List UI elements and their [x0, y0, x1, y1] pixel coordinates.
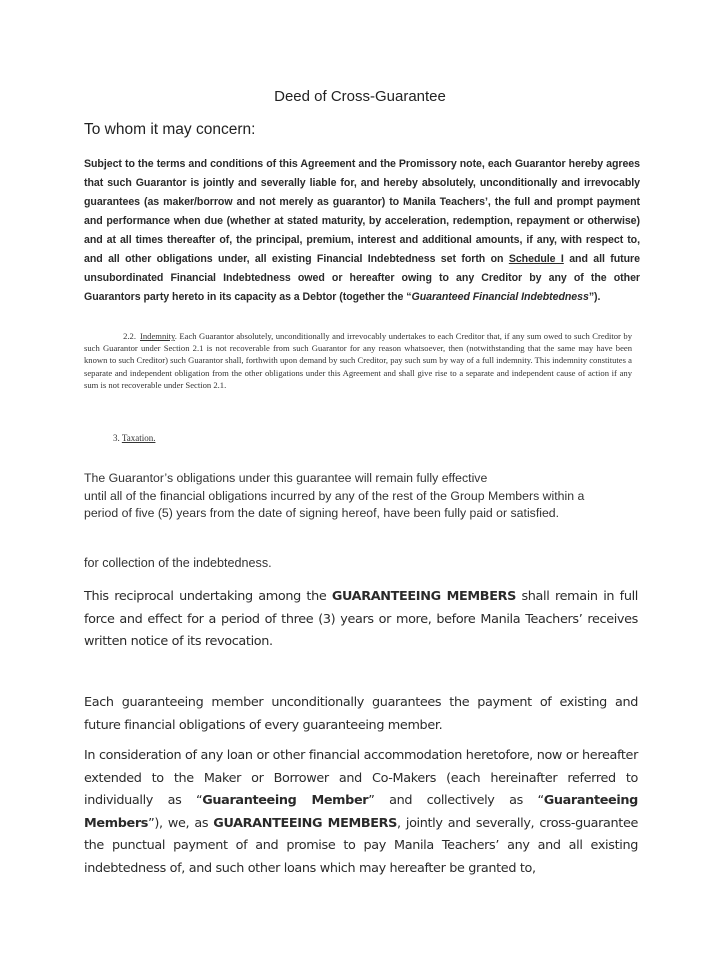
- reciprocal-bold: GUARANTEEING MEMBERS: [331, 589, 516, 604]
- salutation: To whom it may concern:: [84, 121, 256, 138]
- clause-number: 2.2.: [123, 331, 136, 341]
- consideration-text-a: In consideration of any loan or other financial accommodation heretofore, now or hereafter extended to the Maker or Borrower and Co-Makers (each hereinafter referred to individually as “: [84, 748, 638, 808]
- consideration-paragraph: [84, 745, 638, 880]
- guarantee-text-c: ”).: [588, 291, 601, 303]
- consideration-text-b: ” and collectively as “: [368, 793, 544, 808]
- reciprocal-text-b: shall remain in full force and effect for a period of three (3) years or more, before Manila Teachers’ receives written notice of its revocation.: [84, 589, 639, 649]
- defined-term: Guaranteed Financial Indebtedness: [411, 291, 589, 303]
- duration-paragraph: [84, 470, 664, 523]
- indemnity-clause: [84, 330, 632, 391]
- duration-line-3: period of five (5) years from the date of signing hereof, have been fully paid or satisfied.: [84, 506, 560, 521]
- schedule-reference: Schedule I: [508, 253, 564, 265]
- guarantee-paragraph: [84, 155, 640, 307]
- duration-line-2: until all of the financial obligations incurred by any of the rest of the Group Members within a: [84, 488, 585, 503]
- unconditional-guarantee-paragraph: Each guaranteeing member unconditionally guarantees the payment of existing and future financial obligations of every guaranteeing member.: [84, 695, 638, 733]
- consideration-bold-2: Guaranteeing Members: [84, 793, 638, 831]
- clause-text: . Each Guarantor absolutely, unconditionally and irrevocably undertakes to each Creditor that, if any sum owed to such Creditor by such Guarantor under Section 2.1 is not recoverable from such Guarantor for any reason whatsoever, then (notwithstanding that the same may have been known to such Creditor) such Guarantor shall, forthwith upon demand by such Creditor, pay such sum by way of a full indemnity. This indemnity constitutes a separate and independent obligation from the other obligations under this Agreement and shall give rise to a separate and independent cause of action if any sum is not recoverable under Section 2.1.: [84, 331, 632, 390]
- consideration-bold-1: Guaranteeing Member: [202, 793, 369, 808]
- consideration-bold-3: GUARANTEEING MEMBERS: [213, 815, 398, 831]
- guarantee-text-a: Subject to the terms and conditions of this Agreement and the Promissory note, each Guarantor hereby agrees that such Guarantor is jointly and severally liable for, and hereby absolutely, unconditionally and irrevocably guarantees (as maker/borrow and not merely as guarantor) to Manila Teachers’, the full and prompt payment and performance when due (whether at stated maturity, by acceleration, redemption, repayment or otherwise) and at all times thereafter of, the principal, premium, interest and additional amounts, if any, with respect to, and all other obligations under, all existing Financial Indebtedness set forth on: [84, 158, 640, 265]
- guarantee-text-b: and all future unsubordinated Financial Indebtedness owed or hereafter owing to any Creditor by any of the other Guarantors party hereto in its capacity as a Debtor (together the “: [84, 253, 640, 303]
- reciprocal-text-a: This reciprocal undertaking among the: [84, 589, 332, 604]
- document-title: Deed of Cross-Guarantee: [274, 88, 446, 105]
- taxation-heading: [113, 433, 155, 443]
- reciprocal-undertaking-paragraph: [84, 586, 638, 654]
- taxation-number: 3.: [113, 433, 120, 443]
- duration-line-1: The Guarantor’s obligations under this guarantee will remain fully effective: [84, 471, 488, 485]
- clause-heading: Indemnity: [140, 331, 175, 341]
- consideration-text-c: ”), we, as: [148, 815, 214, 831]
- taxation-label: Taxation.: [121, 433, 156, 443]
- collection-line: for collection of the indebtedness.: [84, 556, 272, 570]
- consideration-text-d: , jointly and severally, cross-guarantee the punctual payment of and promise to pay Manila Teachers’ any and all existing indebtedness of, and such other loans which may hereafter be granted to,: [84, 815, 638, 876]
